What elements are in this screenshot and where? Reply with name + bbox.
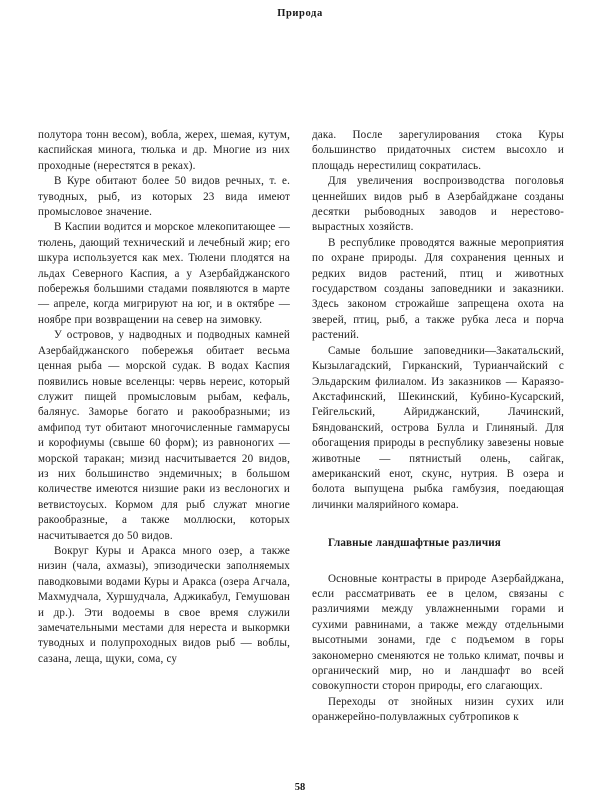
- right-column: [312, 128, 564, 726]
- paragraph: В Каспии водится и морское млекопитающее — тюлень, дающий технический и лечебный жир; его шкура используется как мех. Тюлени плодятся на льдах Северного Каспия, а у Азербайджанского побережья большими стадами появляются в марте — апреле, когда мигрируют на юг, и в октябре — ноябре при возвращении на север на зимовку.: [38, 221, 290, 326]
- paragraph: У островов, у надводных и подводных камней Азербайджанского побережья обитает весьма ценная рыба — морской судак. В водах Каспия появились новые вселенцы: червь нереис, который служит пищей промысловым рыбам, кефаль, балянус. Заморье богато и ракообразными; из амфипод тут обитают многочисленные гаммарусы и корофиумы (свыше 60 форм); из равноногих — морской таракан; мизид насчитывается 20 видов, из них большинство эндемичных; в большом количестве имеются низшие раки из веслоногих и ветвистоусых. Кормом для рыб служат многие ракообразные, а также моллюски, которых насчитывается до 50 видов.: [38, 329, 290, 542]
- paragraph: полутора тонн весом), вобла, жерех, шемая, кутум, каспийская минога, тюлька и др. Многие из них проходные (нерестятся в реках).: [38, 129, 290, 172]
- paragraph: В Куре обитают более 50 видов речных, т. е. туводных, рыб, из которых 23 вида имеют промысловое значение.: [38, 175, 290, 219]
- page-number: 58: [294, 782, 306, 793]
- left-column: [38, 128, 290, 726]
- paragraph: В республике проводятся важные мероприятия по охране природы. Для сохранения ценных и редких видов растений, птиц и животных государством созданы заповедники и заказники. Здесь законом строжайше запрещена охота на зверей, птиц, рыб, а также рубка леса и порча растений.: [312, 236, 564, 342]
- paragraph: Для увеличения воспроизводства поголовья ценнейших видов рыб в Азербайджане созданы десятки рыбоводных заводов и нерестово-вырастных хозяйств.: [312, 175, 564, 234]
- running-head: Природа: [277, 8, 323, 19]
- section-subheading: Главные ландшафтные различия: [328, 537, 501, 550]
- paragraph: дака. После зарегулирования стока Куры большинство придаточных систем высохло и площадь нерестилищ сократилась.: [312, 129, 564, 172]
- paragraph: Самые большие заповедники—Закатальский, Кызылагадский, Гирканский, Турианчайский с Эльдарским филиалом. Из заказников — Караязо-Акстафинский, Шекинский, Кубино-Кусарский, Гейгельский, Айриджанский, Лачинский, Бяндованский, острова Булла и Глиняный. Для обогащения природы в республику завезены новые животные — пятнистый олень, сайгак, американский енот, скунс, нутрия. В озера и болота выпущена рыбка гамбузия, поедающая личинки малярийного комара.: [312, 344, 564, 511]
- paragraph: Переходы от знойных низин сухих или оранжерейно-полувлажных субтропиков к: [312, 695, 564, 724]
- paragraph: Основные контрасты в природе Азербайджана, если рассматривать ее в целом, связаны с различиями между увлажненными горами и сухими равнинами, а также между отдельными высотными зонами, где с подъемом в горы закономерно сменяются не только климат, почвы и органический мир, но и ландшафт во всей совокупности сторон природы, его слагающих.: [312, 572, 564, 693]
- paragraph: Вокруг Куры и Аракса много озер, а также низин (чала, ахмазы), эпизодически заполняемых паводковыми водами Куры и Аракса (озера Агчала, Махмудчала, Хуршудчала, Аджикабул, Гемушован и др.). Эти водоемы в свое время служили замечательными местами для нереста и выкормки туводных и полупроходных видов рыб — воблы, сазана, леща, щуки, сома, су: [38, 544, 290, 665]
- two-column-body: [38, 128, 565, 726]
